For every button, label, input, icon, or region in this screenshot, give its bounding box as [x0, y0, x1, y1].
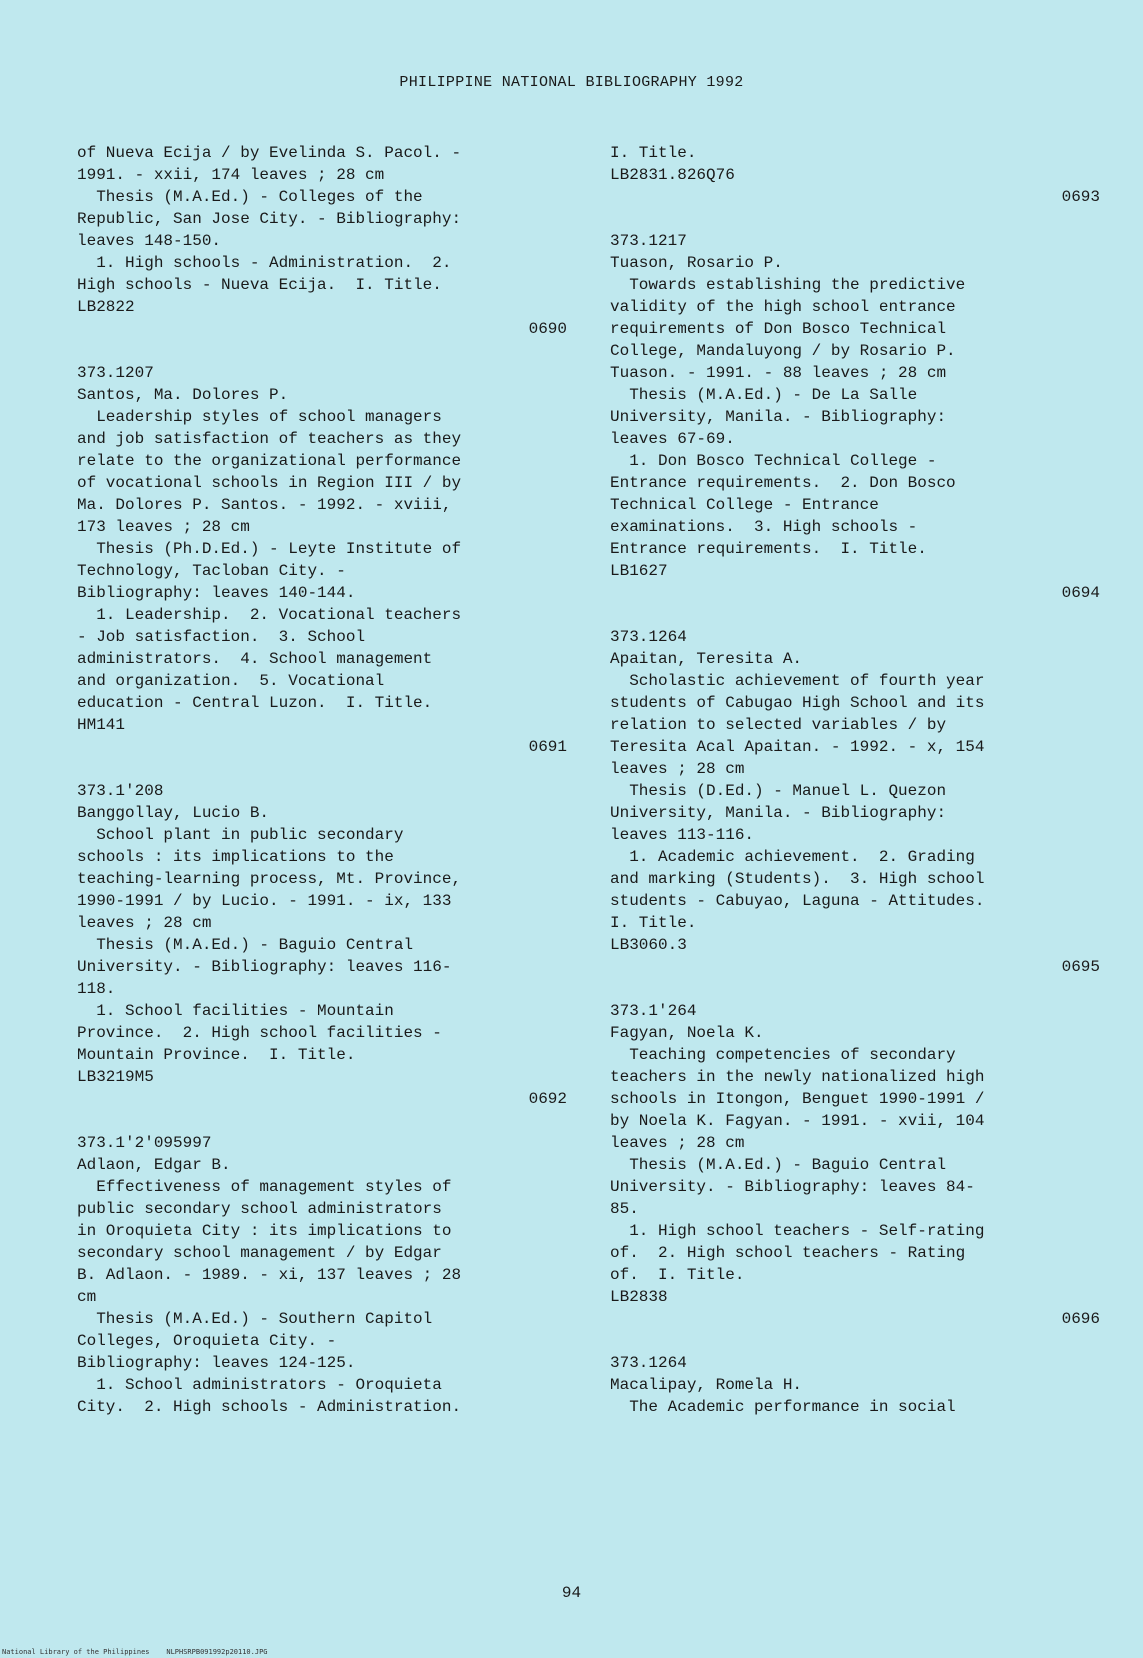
- entry-line: 1990-1991 / by Lucio. - 1991. - ix, 133: [77, 892, 452, 910]
- entry-line: Bibliography: leaves 124-125.: [77, 1354, 356, 1372]
- entry-line: Macalipay, Romela H.: [610, 1376, 803, 1394]
- entry-line: Entrance requirements. I. Title.: [610, 540, 927, 558]
- entry-line: School plant in public secondary: [77, 826, 404, 844]
- entry-line: University. - Bibliography: leaves 116-: [77, 958, 452, 976]
- entry-line: Thesis (D.Ed.) - Manuel L. Quezon: [610, 782, 947, 800]
- entry-line: teachers in the newly nationalized high: [610, 1068, 985, 1086]
- entry-spacer: [610, 978, 1100, 1000]
- scan-footer: National Library of the Philippines NLPHSRPB091992p20110.JPG: [2, 1648, 268, 1656]
- entry-line: education - Central Luzon. I. Title.: [77, 694, 433, 712]
- entry-line: Entrance requirements. 2. Don Bosco: [610, 474, 956, 492]
- entry-line: public secondary school administrators: [77, 1200, 442, 1218]
- entry-line: 1. High schools - Administration. 2.: [77, 254, 452, 272]
- entry-spacer: [77, 340, 567, 362]
- entry-line: Republic, San Jose City. - Bibliography:: [77, 210, 462, 228]
- entry-line: Colleges, Oroquieta City. -: [77, 1332, 337, 1350]
- entry-number: 0692: [528, 1090, 567, 1108]
- entry-line: LB2822: [77, 298, 135, 316]
- entry-line: Thesis (M.A.Ed.) - De La Salle: [610, 386, 918, 404]
- entry-line: City. 2. High schools - Administration.: [77, 1398, 462, 1416]
- entry-line: Effectiveness of management styles of: [77, 1178, 452, 1196]
- entry-line: in Oroquieta City : its implications to: [77, 1222, 452, 1240]
- entry-spacer: [610, 208, 1100, 230]
- entry-line: Towards establishing the predictive: [610, 276, 966, 294]
- entry-line: Technical College - Entrance: [610, 496, 879, 514]
- entry-line: cm: [77, 1288, 97, 1306]
- entry-line: Fagyan, Noela K.: [610, 1024, 764, 1042]
- left-column: [77, 142, 567, 1418]
- entry-line: University, Manila. - Bibliography:: [610, 408, 947, 426]
- entry-line: The Academic performance in social: [610, 1398, 956, 1416]
- entry-line: teaching-learning process, Mt. Province,: [77, 870, 462, 888]
- right-column: [610, 142, 1100, 1418]
- entry-line: of vocational schools in Region III / by: [77, 474, 462, 492]
- entry-number: 0691: [528, 738, 567, 756]
- entry-line: 173 leaves ; 28 cm: [77, 518, 250, 536]
- entry-line: Province. 2. High school facilities -: [77, 1024, 442, 1042]
- entry-line: LB3060.3: [610, 936, 687, 954]
- entry-line: 1. Leadership. 2. Vocational teachers: [77, 606, 462, 624]
- entry-line: LB3219M5: [77, 1068, 154, 1086]
- entry-line: Teresita Acal Apaitan. - 1992. - x, 154: [610, 738, 985, 756]
- entry-line: Banggollay, Lucio B.: [77, 804, 270, 822]
- entry-line: and marking (Students). 3. High school: [610, 870, 985, 888]
- entry-number: 0696: [1061, 1310, 1100, 1328]
- entry-line: 1. Don Bosco Technical College -: [610, 452, 937, 470]
- entry-line: Scholastic achievement of fourth year: [610, 672, 985, 690]
- entry-line: Technology, Tacloban City. -: [77, 562, 346, 580]
- entry-line: examinations. 3. High schools -: [610, 518, 918, 536]
- entry-spacer: [610, 1330, 1100, 1352]
- page-number: 94: [561, 1584, 582, 1602]
- entry-line: Teaching competencies of secondary: [610, 1046, 956, 1064]
- entry-line: 85.: [610, 1200, 639, 1218]
- entry-line: Thesis (M.A.Ed.) - Colleges of the: [77, 188, 423, 206]
- entry-line: of. 2. High school teachers - Rating: [610, 1244, 966, 1262]
- entry-line: students of Cabugao High School and its: [610, 694, 985, 712]
- entry-line: University. - Bibliography: leaves 84-: [610, 1178, 975, 1196]
- entry-line: 1. Academic achievement. 2. Grading: [610, 848, 975, 866]
- entry-line: leaves 67-69.: [610, 430, 735, 448]
- entry-line: High schools - Nueva Ecija. I. Title.: [77, 276, 442, 294]
- entry-line: of Nueva Ecija / by Evelinda S. Pacol. -: [77, 144, 462, 162]
- entry-line: Adlaon, Edgar B.: [77, 1156, 231, 1174]
- entry-line: LB1627: [610, 562, 668, 580]
- entry-line: by Noela K. Fagyan. - 1991. - xvii, 104: [610, 1112, 985, 1130]
- entry-line: Leadership styles of school managers: [77, 408, 442, 426]
- entry-line: validity of the high school entrance: [610, 298, 956, 316]
- entry-line: 373.1'264: [610, 1002, 697, 1020]
- entry-line: LB2831.826Q76: [610, 166, 735, 184]
- entry-line: 373.1'208: [77, 782, 164, 800]
- entry-line: schools in Itongon, Benguet 1990-1991 /: [610, 1090, 985, 1108]
- entry-line: relate to the organizational performance: [77, 452, 462, 470]
- entry-line: HM141: [77, 716, 126, 734]
- entry-line: Santos, Ma. Dolores P.: [77, 386, 289, 404]
- entry-line: Ma. Dolores P. Santos. - 1992. - xviii,: [77, 496, 452, 514]
- entry-line: leaves 148-150.: [77, 232, 222, 250]
- entry-line: and organization. 5. Vocational: [77, 672, 385, 690]
- entry-line: 1. School administrators - Oroquieta: [77, 1376, 442, 1394]
- entry-line: relation to selected variables / by: [610, 716, 947, 734]
- entry-line: - Job satisfaction. 3. School: [77, 628, 366, 646]
- entry-line: 373.1217: [610, 232, 687, 250]
- entry-line: 1991. - xxii, 174 leaves ; 28 cm: [77, 166, 385, 184]
- entry-line: B. Adlaon. - 1989. - xi, 137 leaves ; 28: [77, 1266, 462, 1284]
- entry-line: and job satisfaction of teachers as they: [77, 430, 462, 448]
- entry-line: 1. High school teachers - Self-rating: [610, 1222, 985, 1240]
- entry-line: Thesis (M.A.Ed.) - Southern Capitol: [77, 1310, 433, 1328]
- entry-line: 1. School facilities - Mountain: [77, 1002, 394, 1020]
- entry-line: I. Title.: [610, 144, 697, 162]
- entry-spacer: [77, 1110, 567, 1132]
- entry-line: schools : its implications to the: [77, 848, 394, 866]
- entry-line: Thesis (Ph.D.Ed.) - Leyte Institute of: [77, 540, 462, 558]
- entry-line: Tuason, Rosario P.: [610, 254, 783, 272]
- entry-number: 0690: [528, 320, 567, 338]
- entry-line: leaves ; 28 cm: [610, 1134, 745, 1152]
- entry-line: Bibliography: leaves 140-144.: [77, 584, 356, 602]
- entry-line: 373.1207: [77, 364, 154, 382]
- entry-line: leaves ; 28 cm: [610, 760, 745, 778]
- entry-line: 373.1264: [610, 628, 687, 646]
- entry-line: Thesis (M.A.Ed.) - Baguio Central: [77, 936, 414, 954]
- entry-line: students - Cabuyao, Laguna - Attitudes.: [610, 892, 985, 910]
- entry-number: 0695: [1061, 958, 1100, 976]
- entry-line: University, Manila. - Bibliography:: [610, 804, 947, 822]
- entry-line: Mountain Province. I. Title.: [77, 1046, 356, 1064]
- entry-line: requirements of Don Bosco Technical: [610, 320, 947, 338]
- entry-line: LB2838: [610, 1288, 668, 1306]
- entry-line: Thesis (M.A.Ed.) - Baguio Central: [610, 1156, 947, 1174]
- entry-spacer: [610, 604, 1100, 626]
- entry-line: administrators. 4. School management: [77, 650, 433, 668]
- entry-number: 0693: [1061, 188, 1100, 206]
- entry-line: Apaitan, Teresita A.: [610, 650, 803, 668]
- entry-line: Tuason. - 1991. - 88 leaves ; 28 cm: [610, 364, 947, 382]
- entry-line: 373.1'2'095997: [77, 1134, 212, 1152]
- entry-line: secondary school management / by Edgar: [77, 1244, 442, 1262]
- entry-line: 118.: [77, 980, 116, 998]
- entry-line: leaves 113-116.: [610, 826, 755, 844]
- entry-number: 0694: [1061, 584, 1100, 602]
- entry-line: of. I. Title.: [610, 1266, 745, 1284]
- page-header: PHILIPPINE NATIONAL BIBLIOGRAPHY 1992: [399, 74, 744, 91]
- entry-spacer: [77, 758, 567, 780]
- entry-line: I. Title.: [610, 914, 697, 932]
- entry-line: 373.1264: [610, 1354, 687, 1372]
- entry-line: leaves ; 28 cm: [77, 914, 212, 932]
- entry-line: College, Mandaluyong / by Rosario P.: [610, 342, 956, 360]
